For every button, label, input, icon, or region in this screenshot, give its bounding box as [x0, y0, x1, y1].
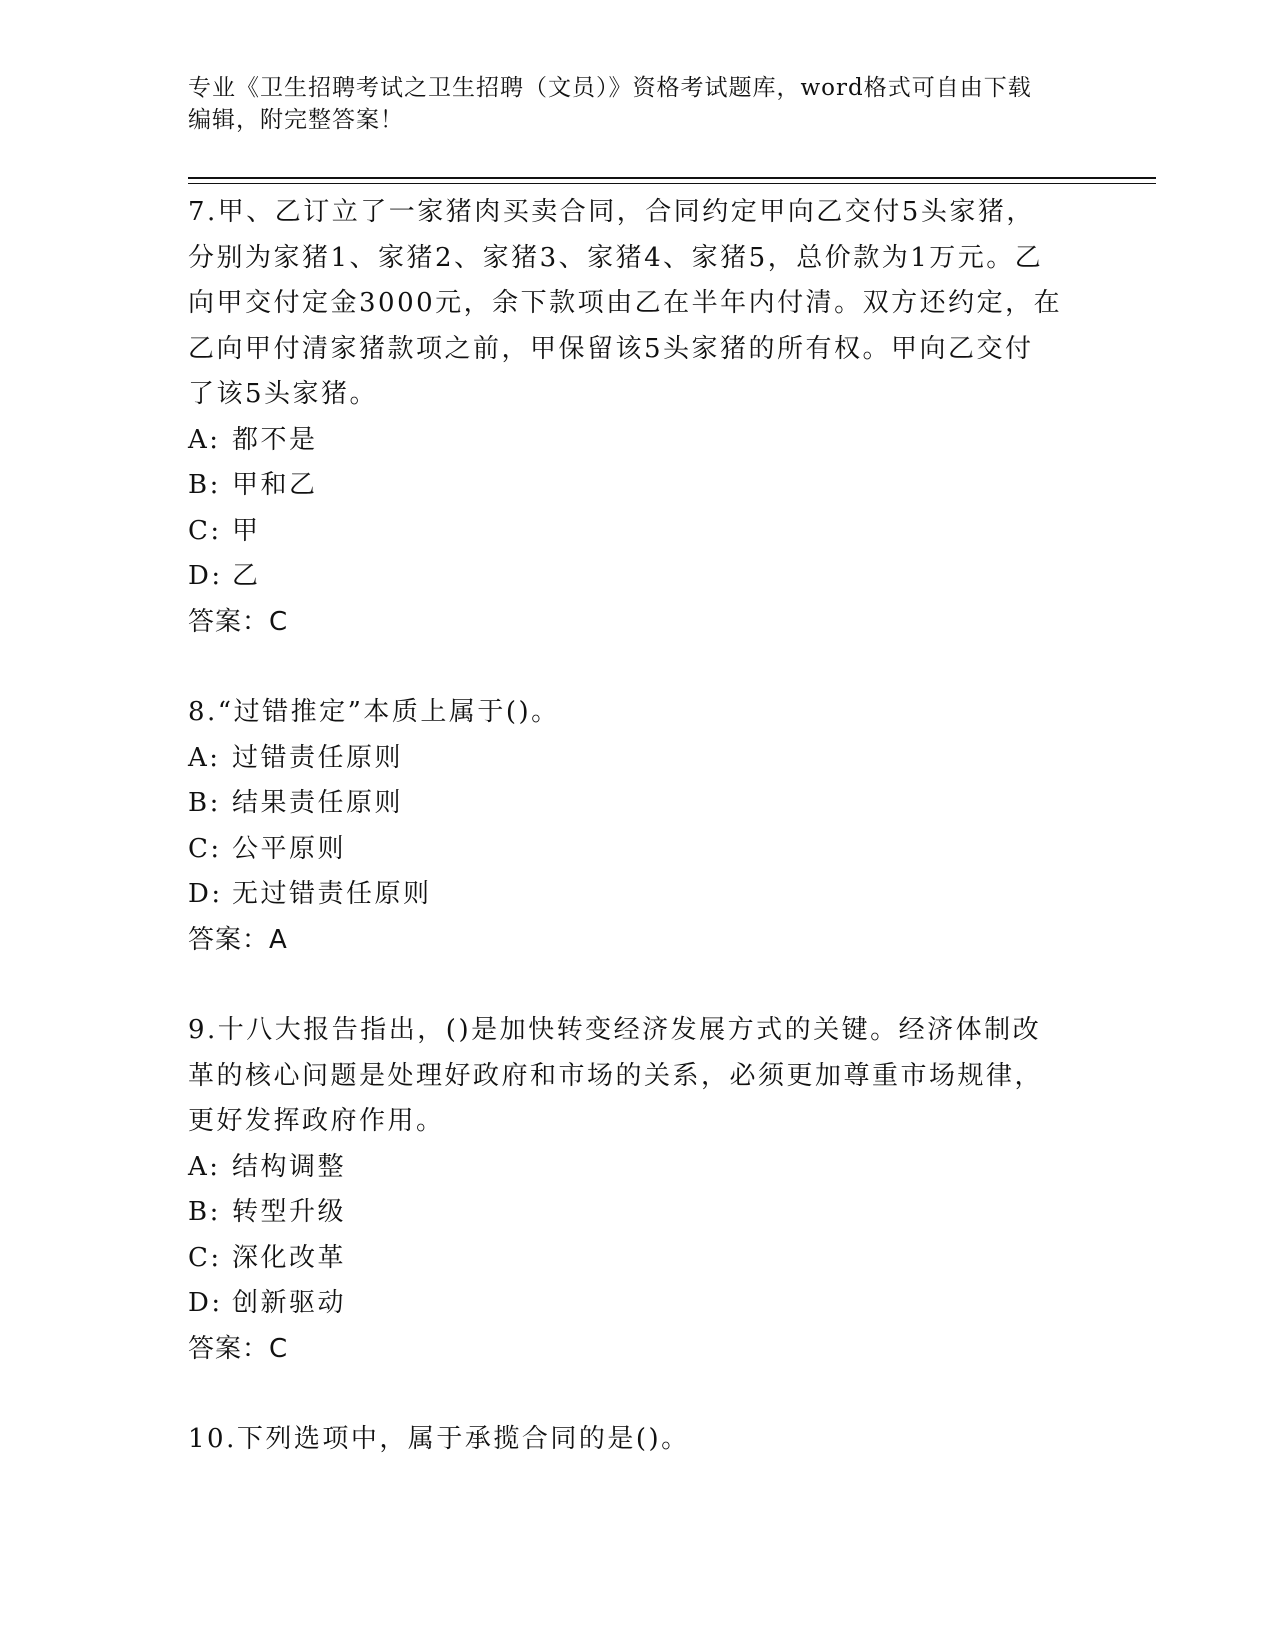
question-stem-line: 8.“过错推定”本质上属于()。 — [188, 697, 560, 727]
option-c — [188, 1236, 1088, 1282]
option-b — [188, 1190, 1088, 1236]
option-a — [188, 736, 1088, 782]
option-key: D: — [188, 879, 223, 909]
option-key: C: — [188, 1242, 222, 1273]
option-key: A: — [188, 742, 221, 773]
option-key: C: — [188, 833, 222, 864]
option-text: 过错责任原则 — [232, 742, 404, 773]
option-text: 无过错责任原则 — [232, 879, 432, 909]
question-stem-line: 9.十八大报告指出，()是加快转变经济发展方式的关键。经济体制改 — [188, 1015, 1042, 1045]
option-c — [188, 827, 1088, 873]
answer-text: 答案：C — [188, 606, 289, 637]
option-text: 乙 — [232, 561, 261, 591]
option-key: B: — [188, 470, 221, 500]
option-key: C: — [188, 515, 222, 546]
option-key: A: — [188, 1151, 221, 1182]
document-header — [188, 72, 1088, 136]
header-line-1: 专业《卫生招聘考试之卫生招聘（文员）》资格考试题库，word格式可自由下载 — [188, 75, 1032, 101]
question-8 — [188, 690, 1088, 963]
option-text: 深化改革 — [232, 1242, 347, 1273]
option-text: 甲 — [232, 515, 261, 546]
question-stem-line: 7.甲、乙订立了一家猪肉买卖合同，合同约定甲向乙交付5头家猪， — [188, 197, 1035, 227]
question-stem-line: 更好发挥政府作用。 — [188, 1106, 445, 1136]
header-rule-thin — [188, 183, 1156, 184]
question-stem-line: 乙向甲付清家猪款项之前，甲保留该5头家猪的所有权。甲向乙交付 — [188, 333, 1034, 364]
question-7 — [188, 190, 1088, 645]
question-stem-line: 了该5头家猪。 — [188, 379, 379, 409]
option-d — [188, 554, 1088, 600]
option-text: 公平原则 — [232, 833, 347, 864]
header-line-2: 编辑，附完整答案！ — [188, 107, 404, 133]
option-key: B: — [188, 1197, 221, 1227]
question-stem-line: 革的核心问题是处理好政府和市场的关系，必须更加尊重市场规律， — [188, 1060, 1044, 1091]
option-c — [188, 509, 1088, 555]
option-key: D: — [188, 1288, 223, 1318]
question-stem-line: 向甲交付定金3000元，余下款项由乙在半年内付清。双方还约定，在 — [188, 288, 1063, 318]
question-9 — [188, 1008, 1088, 1372]
answer-text: 答案：A — [188, 924, 288, 955]
option-key: B: — [188, 788, 221, 818]
answer-text: 答案：C — [188, 1333, 289, 1364]
question-stem-line: 分别为家猪1、家猪2、家猪3、家猪4、家猪5，总价款为1万元。乙 — [188, 242, 1044, 273]
option-text: 转型升级 — [232, 1197, 347, 1227]
option-text: 结构调整 — [232, 1151, 347, 1182]
option-key: D: — [188, 561, 223, 591]
option-text: 创新驱动 — [232, 1288, 347, 1318]
option-text: 结果责任原则 — [232, 788, 404, 818]
option-a — [188, 1145, 1088, 1191]
option-text: 甲和乙 — [232, 470, 318, 500]
header-rule-thick — [188, 177, 1156, 179]
option-d — [188, 1281, 1088, 1327]
question-stem-line: 10.下列选项中，属于承揽合同的是()。 — [188, 1424, 690, 1454]
option-key: A: — [188, 424, 221, 455]
option-text: 都不是 — [232, 424, 318, 455]
question-10 — [188, 1417, 1088, 1463]
question-list — [188, 190, 1088, 1463]
option-b — [188, 781, 1088, 827]
option-d — [188, 872, 1088, 918]
option-a — [188, 418, 1088, 464]
option-b — [188, 463, 1088, 509]
